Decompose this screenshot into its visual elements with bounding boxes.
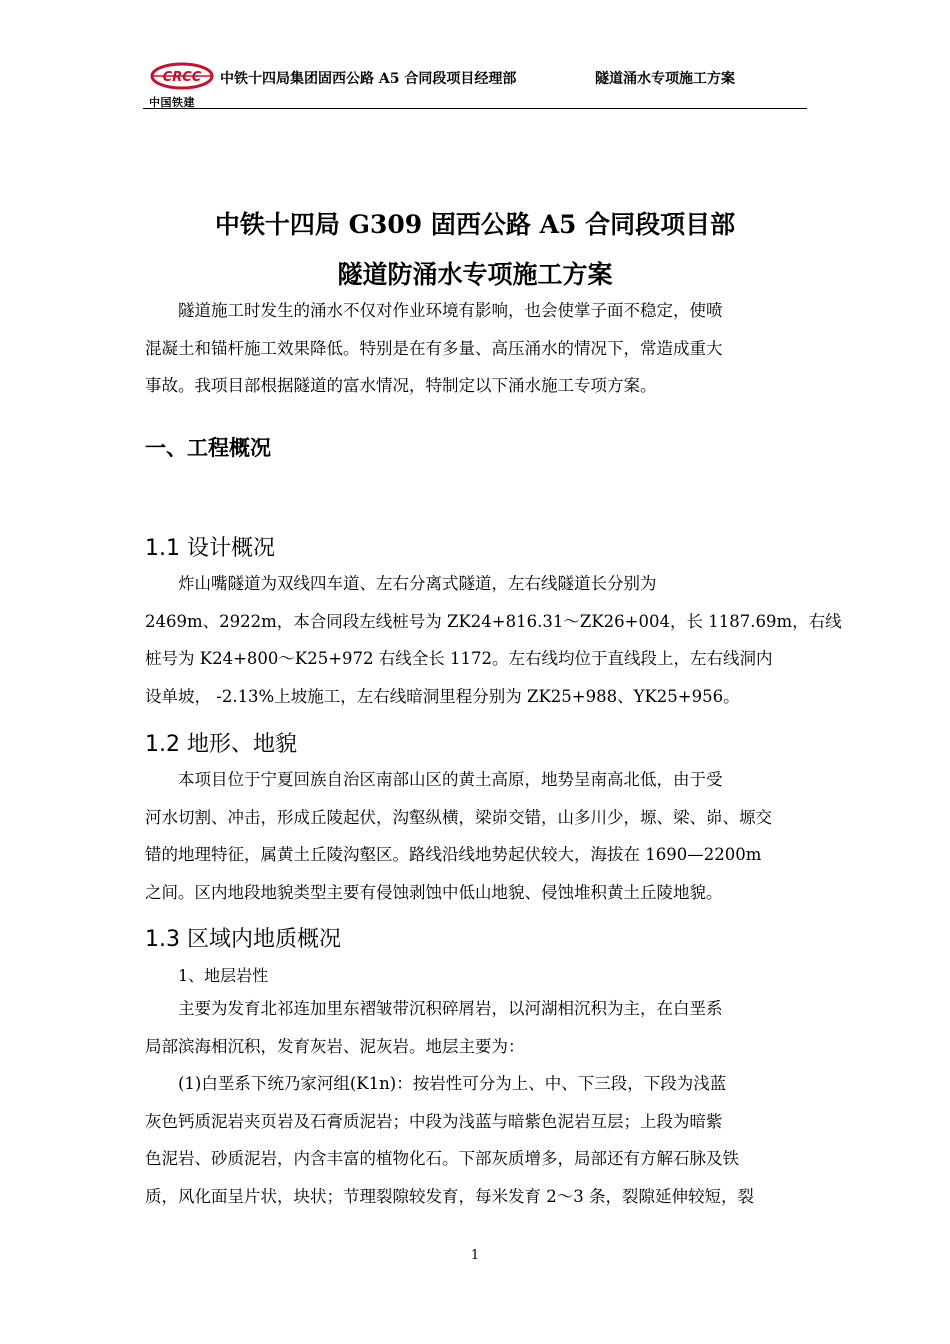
text-line: 事故。我项目部根据隧道的富水情况，特制定以下涌水施工专项方案。 xyxy=(145,376,657,395)
document-title-line-2: 隧道防涌水专项施工方案 xyxy=(337,260,613,289)
header-organization: 中铁十四局集团固西公路 A5 合同段项目经理部 xyxy=(220,71,517,87)
text-line: 错的地理特征，属黄土丘陵沟壑区。路线沿线地势起伏较大，海拔在 1690—2200m xyxy=(145,845,762,864)
heading-geology: 1.3 区域内地质概况 xyxy=(145,927,341,952)
heading-terrain: 1.2 地形、地貌 xyxy=(145,732,297,757)
document-title-line-1: 中铁十四局 G309 固西公路 A5 合同段项目部 xyxy=(214,210,736,239)
intro-paragraph xyxy=(145,292,810,405)
text-line: 质，风化面呈片状，块状；节理裂隙较发育，每米发育 2～3 条，裂隙延伸较短，裂 xyxy=(145,1186,754,1206)
text-line: 桩号为 K24+800～K25+972 右线全长 1172。左右线均位于直线段上，左右线洞内 xyxy=(145,649,773,668)
text-line: 灰色钙质泥岩夹页岩及石膏质泥岩；中段为浅蓝与暗紫色泥岩互层；上段为暗紫 xyxy=(145,1111,723,1131)
page-header xyxy=(143,58,807,109)
crcc-logo-icon xyxy=(149,62,215,92)
heading-design-overview: 1.1 设计概况 xyxy=(145,536,275,561)
text-line: (1)白垩系下统乃家河组(K1n)：按岩性可分为上、中、下三段，下段为浅蓝 xyxy=(145,1074,727,1093)
text-line: 隧道施工时发生的涌水不仅对作业环境有影响，也会使掌子面不稳定，使喷 xyxy=(145,301,723,320)
logo-mark: CRCC xyxy=(162,70,202,85)
terrain-paragraph xyxy=(145,761,810,911)
text-line: 局部滨海相沉积，发育灰岩、泥灰岩。地层主要为： xyxy=(145,1036,525,1056)
text-line: 混凝土和锚杆施工效果降低。特别是在有多量、高压涌水的情况下，常造成重大 xyxy=(145,338,723,358)
logo-text: 中国铁建 xyxy=(149,96,195,109)
header-document-title: 隧道涌水专项施工方案 xyxy=(595,71,735,87)
section-heading-overview: 一、工程概况 xyxy=(145,436,271,460)
design-overview-paragraph xyxy=(145,565,842,715)
text-line: 主要为发育北祁连加里东褶皱带沉积碎屑岩，以河湖相沉积为主，在白垩系 xyxy=(145,999,723,1018)
text-line: 设单坡， -2.13%上坡施工，左右线暗洞里程分别为 ZK25+988、YK25+956。 xyxy=(145,686,740,706)
geology-paragraph xyxy=(145,990,810,1215)
text-line: 河水切割、冲击，形成丘陵起伏，沟壑纵横，梁峁交错，山多川少，塬、梁、峁、塬交 xyxy=(145,807,772,827)
page-number: 1 xyxy=(470,1248,480,1263)
text-line: 2469m、2922m，本合同段左线桩号为 ZK24+816.31～ZK26+004，长 1187.69m，右线 xyxy=(145,611,842,631)
text-line: 色泥岩、砂质泥岩，内含丰富的植物化石。下部灰质增多，局部还有方解石脉及铁 xyxy=(145,1149,739,1168)
text-line: 之间。区内地段地貌类型主要有侵蚀剥蚀中低山地貌、侵蚀堆积黄土丘陵地貌。 xyxy=(145,882,723,902)
text-line: 本项目位于宁夏回族自治区南部山区的黄土高原，地势呈南高北低，由于受 xyxy=(145,770,723,789)
text-line: 炸山嘴隧道为双线四车道、左右分离式隧道，左右线隧道长分别为 xyxy=(145,574,657,593)
subheading-strata: 1、地层岩性 xyxy=(178,966,269,985)
crcc-logo xyxy=(149,62,215,109)
